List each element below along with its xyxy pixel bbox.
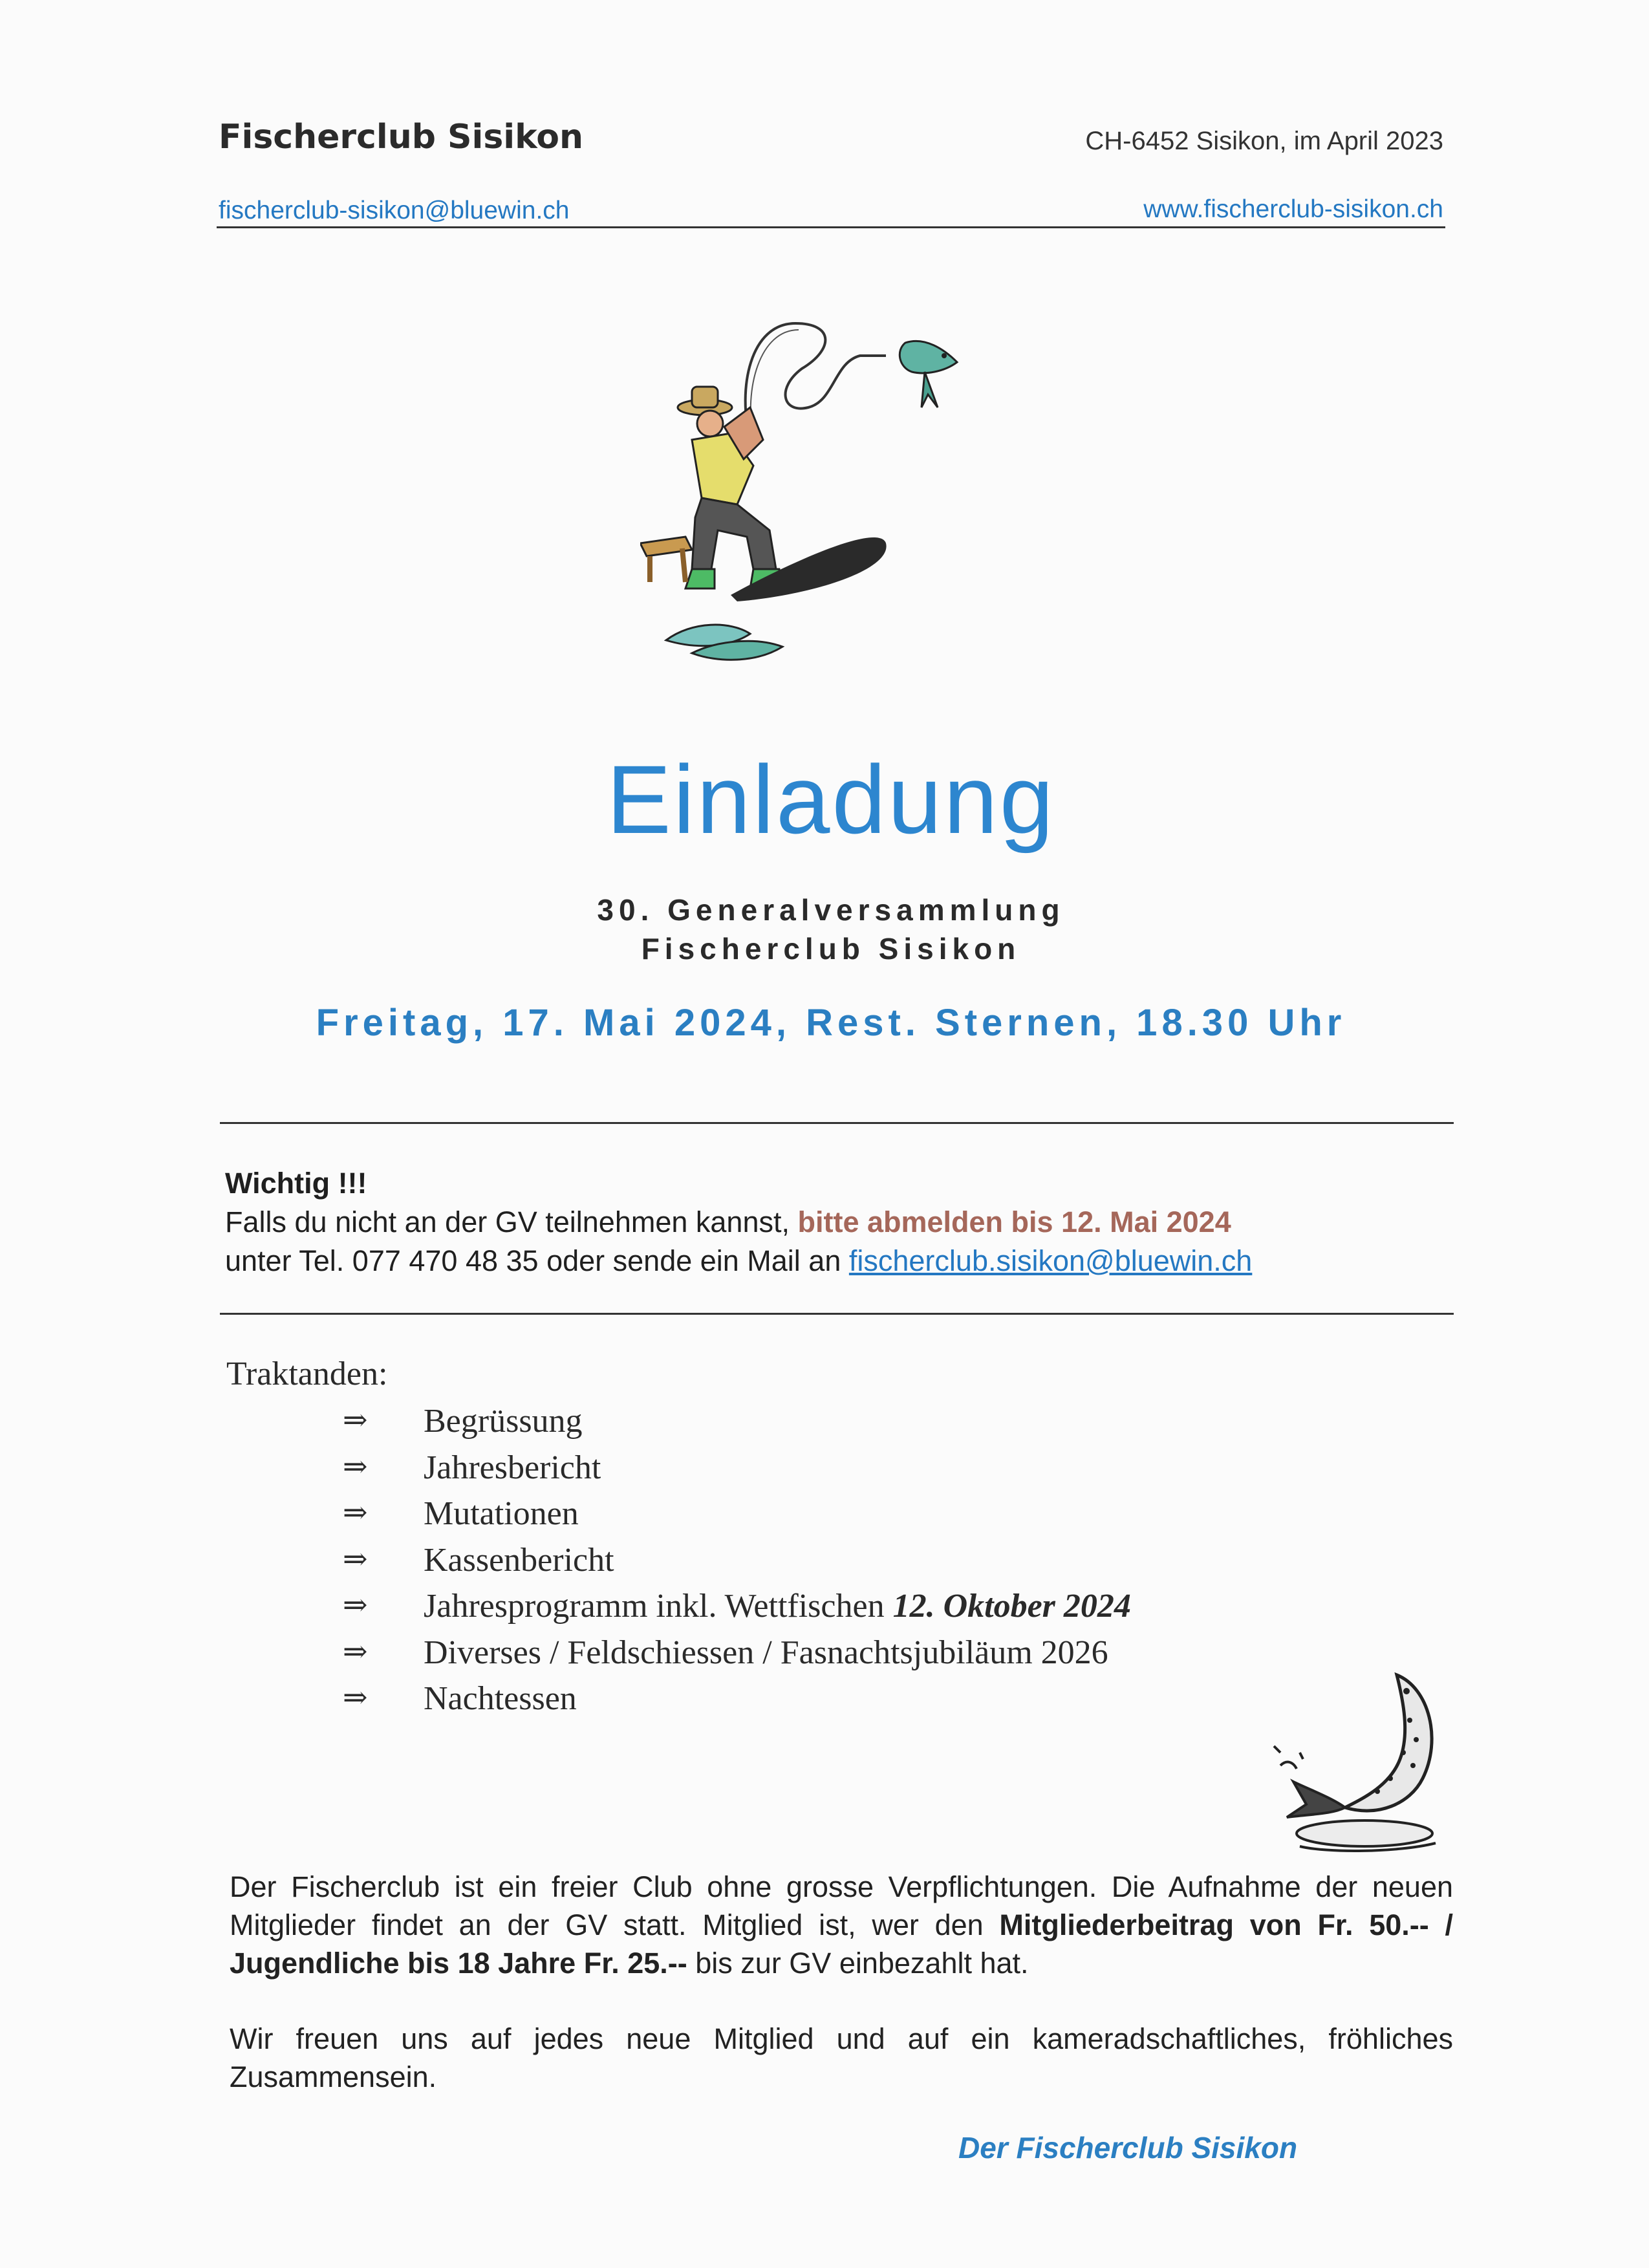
list-item: ⇒ Mutationen (343, 1495, 579, 1532)
arrow-icon: ⇒ (343, 1633, 368, 1669)
notice-heading: Wichtig !!! (225, 1167, 367, 1200)
subtitle-assembly: 30. Generalversammlung (597, 893, 1065, 927)
agenda-list (343, 1402, 1131, 1726)
notice-line1: Falls du nicht an der GV teilnehmen kannst, (225, 1205, 798, 1238)
place-date: CH-6452 Sisikon, im April 2023 (1085, 127, 1443, 155)
arrow-icon: ⇒ (343, 1587, 368, 1622)
notice-line2: unter Tel. 077 470 48 35 oder sende ein Mail an (225, 1244, 849, 1277)
subtitle-club: Fischerclub Sisikon (641, 932, 1021, 966)
list-item: ⇒ Jahresbericht (343, 1448, 601, 1486)
competition-date: 12. Oktober 2024 (892, 1588, 1131, 1625)
list-item: ⇒ Nachtessen (343, 1679, 577, 1717)
arrow-icon: ⇒ (343, 1448, 368, 1484)
membership-paragraph: Der Fischerclub ist ein freier Club ohne grosse Verpflichtungen. Die Aufnahme der neuen Mitglieder findet an der GV statt. Mitglied ist, wer den Mitgliederbeitrag von Fr. 50.-- / Jugendliche bis 18 Jahre Fr. 25.-- bis zur GV einbezahlt hat. (230, 1870, 1453, 1980)
arrow-icon: ⇒ (343, 1495, 368, 1529)
jumping-fish-illustration (1267, 1669, 1461, 1856)
notice-deadline: bitte abmelden bis 12. Mai 2024 (797, 1205, 1231, 1238)
list-item: ⇒ Kassenbericht (343, 1540, 614, 1579)
fee-info: Mitgliederbeitrag von Fr. 50.-- / Jugendliche bis 18 Jahre Fr. 25.-- (230, 1908, 1453, 1980)
divider-top (220, 1122, 1454, 1124)
header-email-link[interactable]: fischerclub-sisikon@bluewin.ch (219, 197, 570, 224)
event-date: Freitag, 17. Mai 2024, Rest. Sternen, 18.30 Uhr (316, 1002, 1346, 1044)
notice-email-link[interactable]: fischerclub.sisikon@bluewin.ch (848, 1244, 1253, 1277)
invitation-title: Einladung (606, 745, 1056, 854)
arrow-icon: ⇒ (343, 1402, 368, 1437)
welcome-paragraph: Wir freuen uns auf jedes neue Mitglied und auf ein kameradschaftliches, fröhliches Zusammensein. (230, 2022, 1453, 2093)
club-name: Fischerclub Sisikon (219, 118, 584, 157)
list-item: ⇒ Diverses / Feldschiessen / Fasnachtsjubiläum 2026 (343, 1633, 1108, 1671)
list-item: ⇒ Begrüssung (343, 1402, 583, 1440)
list-item: ⇒ Jahresprogramm inkl. Wettfischen 12. Oktober 2024 (343, 1587, 1131, 1625)
arrow-icon: ⇒ (343, 1540, 368, 1576)
fisherman-illustration (640, 310, 989, 673)
arrow-icon: ⇒ (343, 1679, 368, 1714)
divider-bottom (220, 1313, 1454, 1315)
signature: Der Fischerclub Sisikon (958, 2131, 1298, 2165)
agenda-heading: Traktanden: (226, 1355, 388, 1392)
header-website-link[interactable]: www.fischerclub-sisikon.ch (1143, 195, 1443, 223)
header-divider (217, 226, 1445, 228)
notice-block (225, 1164, 1252, 1280)
